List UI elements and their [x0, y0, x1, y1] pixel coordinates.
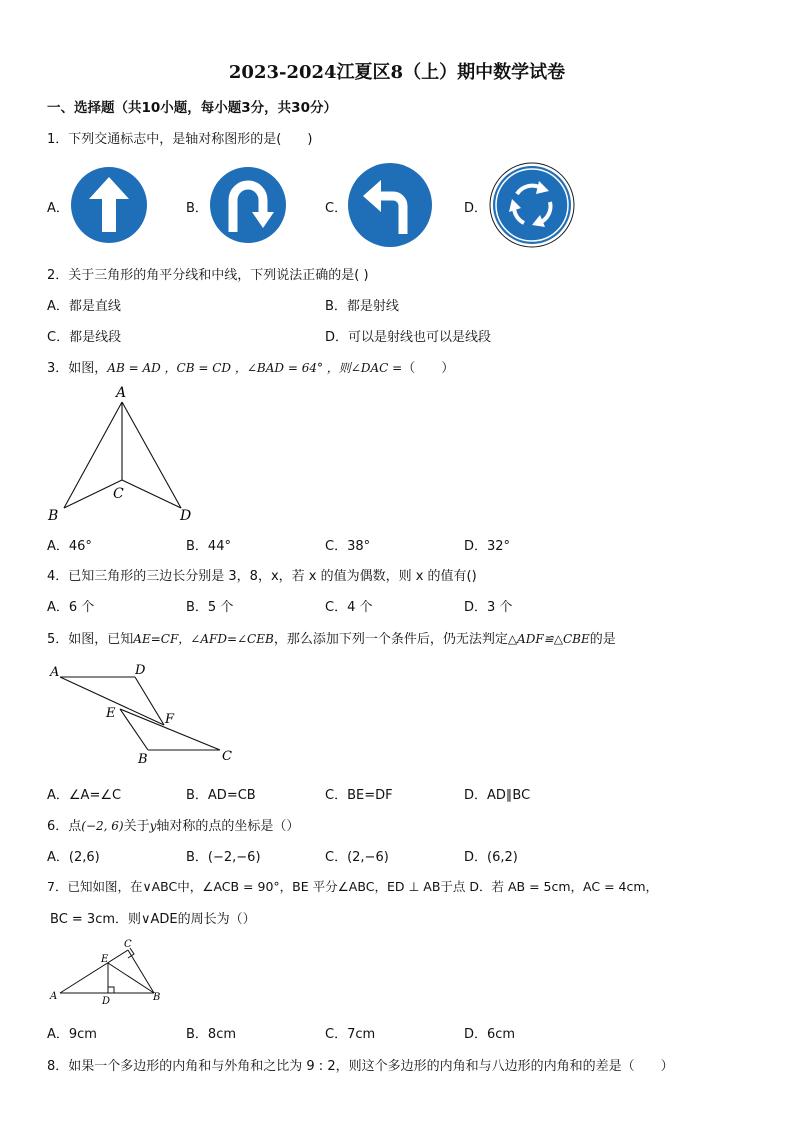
- page-title: 2023-2024江夏区8（上）期中数学试卷: [228, 62, 566, 83]
- question-7-stem-line1: 7．已知如图，在∨ABC中，∠ACB = 90°，BE 平分∠ABC，ED ⊥ AB于点 D．若 AB = 5cm，AC = 4cm，: [47, 879, 659, 894]
- q5-point-f: F: [165, 712, 175, 727]
- question-8-stem: 8．如果一个多边形的内角和与外角和之比为 9 : 2，则这个多边形的内角和与八边形的内角和的差是（ ）: [47, 1059, 674, 1074]
- q7-point-a: A: [50, 991, 58, 1002]
- q7-option-c: C．7cm: [325, 1027, 376, 1042]
- question-5-stem: [47, 628, 616, 647]
- q5-stem-suffix: 的是: [589, 632, 616, 647]
- q3-stem-suffix: （ ）: [402, 361, 455, 376]
- q5-figure: [44, 658, 244, 770]
- q3-point-c: C: [113, 486, 124, 502]
- q3-point-d: D: [180, 508, 192, 524]
- q7-option-d: D．6cm: [464, 1027, 516, 1042]
- question-2-stem: 2．关于三角形的角平分线和中线，下列说法正确的是( ): [47, 268, 369, 283]
- q7-point-d: D: [102, 996, 111, 1007]
- question-4-stem: 4．已知三角形的三边长分别是 3，8，x，若 x 的值为偶数，则 x 的值有(): [47, 569, 477, 584]
- q2-option-d: D．可以是射线也可以是线段: [325, 330, 492, 345]
- q6-stem-prefix: 6．点: [47, 819, 82, 834]
- q5-option-b: B．AD=CB: [186, 788, 256, 803]
- roundabout-sign-icon: [489, 162, 575, 248]
- q7-point-c: C: [124, 939, 132, 950]
- q5-option-d: D．AD∥BC: [464, 788, 531, 803]
- q5-point-c: C: [222, 749, 232, 764]
- q5-point-b: B: [138, 752, 148, 767]
- q2-option-b: B．都是射线: [325, 299, 399, 314]
- q1-label-a: A．: [47, 201, 69, 216]
- q7-figure: [44, 938, 174, 1008]
- q4-option-b: B．5 个: [186, 600, 234, 615]
- q5-stem-math: AE=CF，∠AFD=∠CEB: [133, 632, 274, 646]
- q3-figure: [44, 384, 204, 526]
- q4-option-c: C．4 个: [325, 600, 373, 615]
- q6-option-b: B．(−2,−6): [186, 850, 261, 865]
- question-3-stem: [47, 357, 454, 376]
- q4-option-d: D．3 个: [464, 600, 513, 615]
- q4-option-a: A．6 个: [47, 600, 95, 615]
- q3-stem-prefix: 3．如图，: [47, 361, 108, 376]
- q1-label-d: D．: [464, 201, 488, 216]
- left-turn-sign-icon: [347, 162, 433, 248]
- question-7-stem-line2: BC = 3cm．则∨ADE的周长为（）: [50, 912, 256, 927]
- q5-point-e: E: [106, 706, 116, 721]
- q5-stem-prefix: 5．如图，已知: [47, 632, 134, 647]
- q5-stem-math2: △ADF≌△CBE: [507, 632, 590, 646]
- q3-option-b: B．44°: [186, 539, 231, 554]
- question-1-stem: 1．下列交通标志中，是轴对称图形的是( ): [47, 132, 313, 147]
- q5-stem-mid: ，那么添加下列一个条件后，仍无法判定: [273, 632, 508, 647]
- q3-stem-math: AB = AD ，CB = CD ，∠BAD = 64° ，则∠DAC =: [107, 361, 403, 375]
- q5-point-d: D: [135, 663, 146, 678]
- q6-option-a: A．(2,6): [47, 850, 100, 865]
- q5-option-a: A．∠A=∠C: [47, 788, 122, 803]
- q7-point-b: B: [153, 992, 161, 1003]
- q1-label-b: B．: [186, 201, 208, 216]
- q3-point-a: A: [116, 385, 127, 401]
- q3-option-a: A．46°: [47, 539, 92, 554]
- q7-option-a: A．9cm: [47, 1027, 97, 1042]
- q3-point-b: B: [48, 508, 59, 524]
- q2-option-a: A．都是直线: [47, 299, 121, 314]
- question-6-stem: [47, 815, 299, 834]
- q3-option-d: D．32°: [464, 539, 511, 554]
- section-heading: 一、选择题（共10小题，每小题3分，共30分）: [47, 100, 337, 116]
- q2-option-c: C．都是线段: [47, 330, 122, 345]
- q3-option-c: C．38°: [325, 539, 371, 554]
- q7-point-e: E: [101, 954, 109, 965]
- q5-option-c: C．BE=DF: [325, 788, 393, 803]
- q6-option-c: C．(2,−6): [325, 850, 389, 865]
- straight-arrow-sign-icon: [70, 166, 148, 244]
- q6-stem-mid: 关于: [123, 819, 150, 834]
- q7-option-b: B．8cm: [186, 1027, 237, 1042]
- q6-stem-math2: y: [149, 819, 157, 833]
- q6-stem-math: (−2, 6): [81, 819, 124, 833]
- q5-point-a: A: [50, 665, 60, 680]
- q1-label-c: C．: [325, 201, 348, 216]
- u-turn-sign-icon: [209, 166, 287, 244]
- q6-stem-suffix: 轴对称的点的坐标是（）: [156, 819, 300, 834]
- q6-option-d: D．(6,2): [464, 850, 518, 865]
